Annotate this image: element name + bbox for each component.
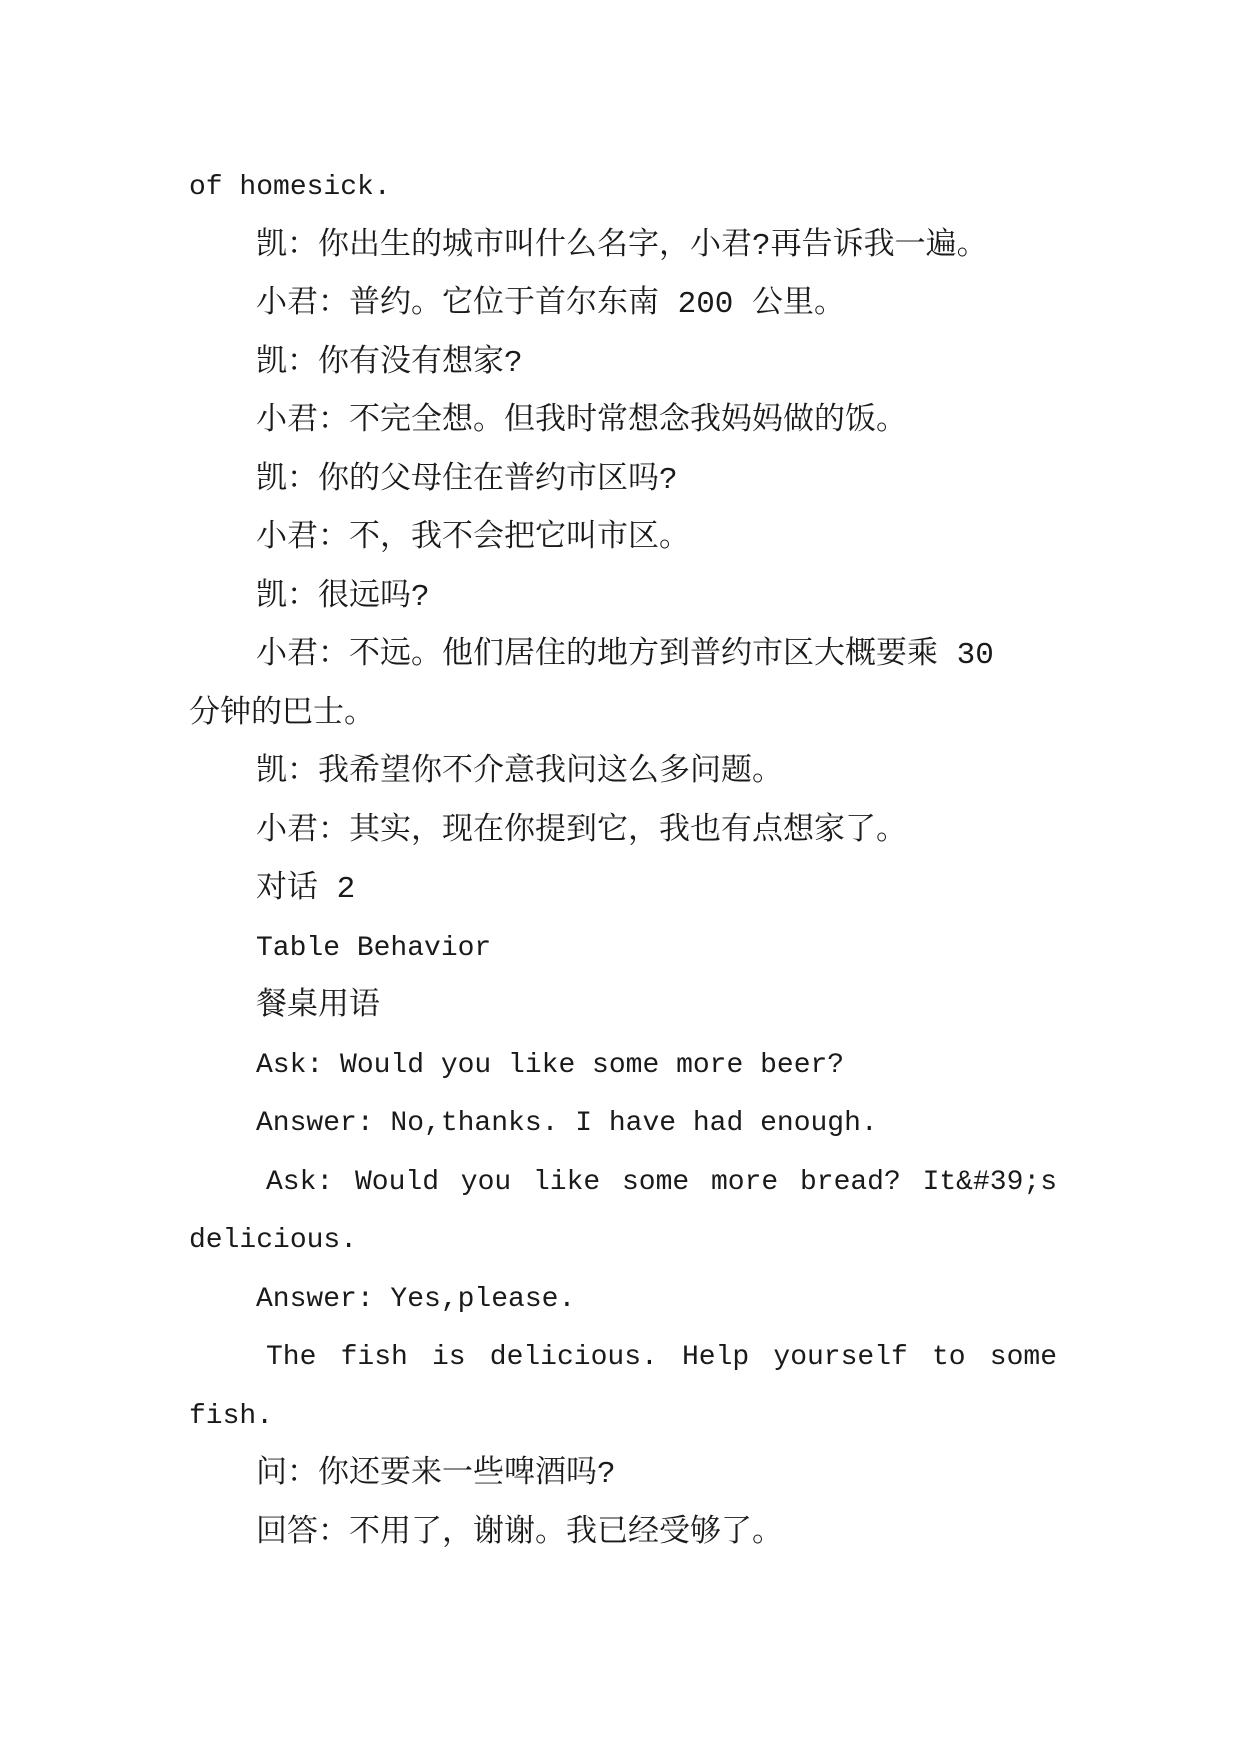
translation-line: 回答：不用了，谢谢。我已经受够了。 — [256, 1515, 783, 1551]
dialogue-line: 凯：我希望你不介意我问这么多问题。 — [256, 755, 783, 790]
phrase-line: Ask: Would you like some more beer? — [256, 1049, 845, 1081]
phrase-line: Answer: No,thanks. I have had enough. — [256, 1108, 878, 1139]
phrase-line: Ask: Would you like some more bread? It&#39;s — [266, 1166, 1057, 1198]
section-heading: 对话 2 — [256, 872, 356, 907]
phrase-line: The fish is delicious. Help yourself to some — [266, 1342, 1057, 1373]
dialogue-line-continuation: 分钟的巴士。 — [189, 696, 375, 732]
dialogue-line: 小君：不完全想。但我时常想念我妈妈做的饭。 — [256, 404, 907, 439]
dialogue-line: 小君：不远。他们居住的地方到普约市区大概要乘 30 — [256, 638, 994, 673]
dialogue-line: 凯：你有没有想家? — [256, 345, 523, 381]
dialogue-line: 凯：很远吗? — [256, 579, 430, 615]
document-page — [189, 159, 1057, 1563]
paragraph-line: of homesick. — [189, 172, 391, 203]
section-title-english: Table Behavior — [256, 932, 492, 964]
dialogue-line: 小君：其实，现在你提到它，我也有点想家了。 — [256, 813, 907, 849]
phrase-line-continuation: fish. — [189, 1400, 274, 1432]
phrase-line-continuation: delicious. — [189, 1225, 358, 1256]
translation-line: 问：你还要来一些啤酒吗? — [256, 1457, 616, 1492]
dialogue-line: 小君：普约。它位于首尔东南 200 公里。 — [256, 287, 846, 322]
dialogue-line: 小君：不，我不会把它叫市区。 — [256, 521, 690, 556]
dialogue-line: 凯：你出生的城市叫什么名字，小君?再告诉我一遍。 — [256, 228, 988, 264]
dialogue-line: 凯：你的父母住在普约市区吗? — [256, 462, 678, 498]
phrase-line: Answer: Yes,please. — [256, 1283, 576, 1315]
section-title-chinese: 餐桌用语 — [256, 989, 380, 1024]
